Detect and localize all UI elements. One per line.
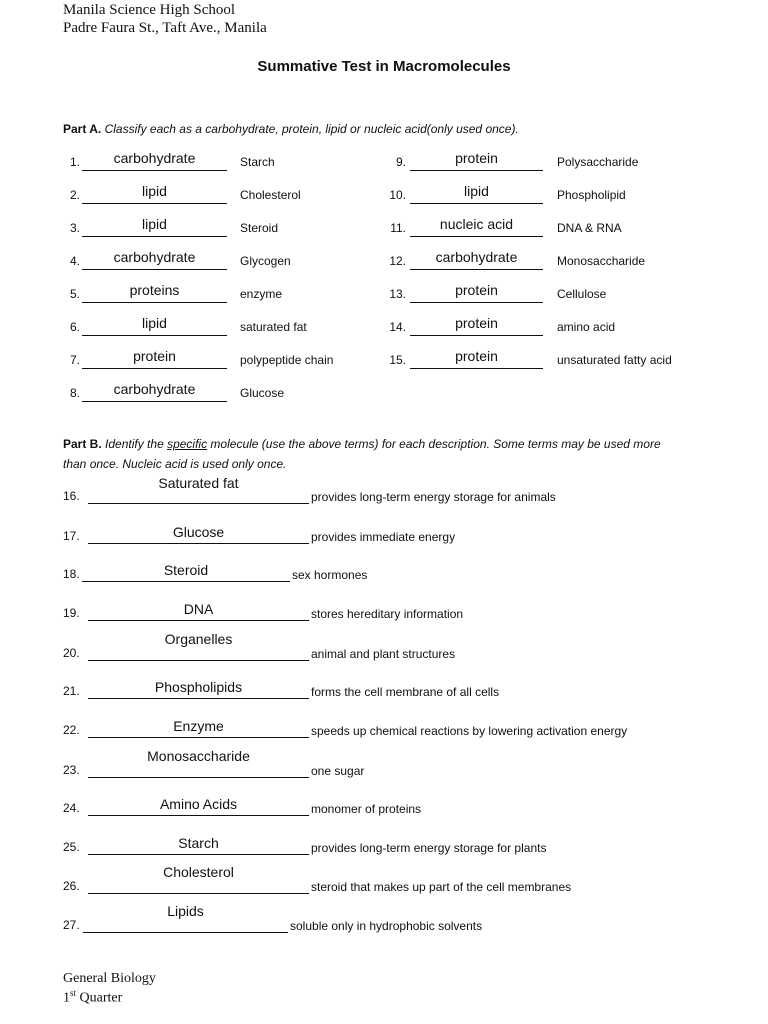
part-a-item-number: 12. xyxy=(389,254,406,268)
part-a-answer: carbohydrate xyxy=(113,249,196,265)
footer-quarter-suffix: st xyxy=(70,988,77,998)
part-b-description: speeds up chemical reactions by lowering activation energy xyxy=(311,724,628,738)
part-b-item-number: 20. xyxy=(63,646,80,660)
part-b-description: steroid that makes up part of the cell membranes xyxy=(311,880,572,894)
part-b-answer-blank[interactable] xyxy=(83,918,288,933)
part-a-answer-blank[interactable] xyxy=(82,249,227,270)
part-b-answer-blank[interactable] xyxy=(88,763,309,778)
part-a-term: amino acid xyxy=(557,320,616,334)
part-b-answer-blank[interactable] xyxy=(88,879,309,894)
part-a-term: Starch xyxy=(240,155,275,169)
part-b-heading-line2 xyxy=(63,457,286,471)
part-b-item-number: 27. xyxy=(63,918,80,932)
part-b-item-number: 25. xyxy=(63,840,80,854)
part-a-answer-blank[interactable] xyxy=(410,249,543,270)
part-a-term: DNA & RNA xyxy=(557,221,622,235)
part-a-answer: protein xyxy=(455,348,498,364)
part-b-description: provides long-term energy storage for plants xyxy=(311,841,547,855)
school-name: Manila Science High School xyxy=(63,2,236,18)
part-b-item-number: 18. xyxy=(63,567,80,581)
part-a-item-number: 11. xyxy=(390,221,406,235)
part-b-instruction-start: Identify the xyxy=(105,437,168,451)
part-a-answer-blank[interactable] xyxy=(410,348,543,369)
part-b-description: provides long-term energy storage for animals xyxy=(311,490,556,504)
footer-quarter-word: Quarter xyxy=(76,990,123,1006)
part-b-item-number: 26. xyxy=(63,879,80,893)
part-b-item-number: 23. xyxy=(63,763,80,777)
part-b-item-number: 24. xyxy=(63,801,80,815)
part-a-answer: carbohydrate xyxy=(113,150,196,166)
part-a-term: Glucose xyxy=(240,386,285,400)
part-b-answer: Saturated fat xyxy=(158,475,239,491)
part-a-answer: protein xyxy=(455,150,498,166)
part-a-term: saturated fat xyxy=(240,320,307,334)
part-a-answer: protein xyxy=(133,348,176,364)
part-a-instruction: Classify each as a carbohydrate, protein, lipid or nucleic acid(only used once). xyxy=(104,122,519,136)
part-a-answer-blank[interactable] xyxy=(410,150,543,171)
part-a-answer-blank[interactable] xyxy=(410,315,543,336)
part-a-answer: lipid xyxy=(142,216,167,232)
part-b-label: Part B. xyxy=(63,437,102,451)
part-a-item-number: 3. xyxy=(69,221,80,235)
part-a-answer-blank[interactable] xyxy=(82,216,227,237)
part-b-answer: Cholesterol xyxy=(163,864,234,880)
part-b-description: forms the cell membrane of all cells xyxy=(311,685,500,699)
footer-quarter xyxy=(63,988,122,1007)
part-b-description: stores hereditary information xyxy=(311,607,464,621)
part-a-answer: nucleic acid xyxy=(439,216,514,232)
part-a-answer-blank[interactable] xyxy=(82,315,227,336)
part-b-item-number: 17. xyxy=(63,529,80,543)
part-b-answer: Steroid xyxy=(163,562,209,578)
part-a-item-number: 8. xyxy=(69,386,80,400)
part-a-term: Monosaccharide xyxy=(557,254,646,268)
part-a-answer-blank[interactable] xyxy=(410,183,543,204)
part-b-description: provides immediate energy xyxy=(311,530,456,544)
part-a-answer: carbohydrate xyxy=(435,249,518,265)
part-a-item-number: 2. xyxy=(69,188,80,202)
part-a-answer: protein xyxy=(455,315,498,331)
part-a-answer-blank[interactable] xyxy=(410,282,543,303)
part-a-answer: lipid xyxy=(142,183,167,199)
part-a-answer: protein xyxy=(455,282,498,298)
part-b-answer: Enzyme xyxy=(173,718,224,734)
part-b-answer: Starch xyxy=(178,835,219,851)
part-b-heading xyxy=(63,437,661,451)
part-a-answer: carbohydrate xyxy=(113,381,196,397)
part-b-item-number: 19. xyxy=(63,606,80,620)
part-a-item-number: 7. xyxy=(69,353,80,367)
part-a-answer: proteins xyxy=(129,282,180,298)
part-a-answer-blank[interactable] xyxy=(410,216,543,237)
part-b-instruction-line2: than once. Nucleic acid is used only once. xyxy=(63,457,287,471)
part-a-answer-blank[interactable] xyxy=(82,348,227,369)
part-a-item-number: 4. xyxy=(69,254,80,268)
part-a-answer-blank[interactable] xyxy=(82,150,227,171)
part-a-item-number: 10. xyxy=(389,188,406,202)
part-b-answer: Lipids xyxy=(167,903,204,919)
part-a-item-number: 6. xyxy=(69,320,80,334)
part-a-term: unsaturated fatty acid xyxy=(557,353,672,367)
part-b-answer-blank[interactable] xyxy=(88,489,309,504)
part-b-answer-blank[interactable] xyxy=(88,646,309,661)
part-b-instruction-specific: specific xyxy=(167,437,208,451)
part-a-term: Phospholipid xyxy=(557,188,626,202)
part-a-answer-blank[interactable] xyxy=(82,183,227,204)
part-a-heading xyxy=(63,122,519,136)
part-b-instruction-rest: molecule (use the above terms) for each description. Some terms may be used more xyxy=(207,437,661,451)
part-b-answer: Organelles xyxy=(164,631,233,647)
part-a-term: enzyme xyxy=(240,287,283,301)
part-b-description: animal and plant structures xyxy=(311,647,456,661)
part-a-item-number: 15. xyxy=(389,353,406,367)
part-b-answer: Phospholipids xyxy=(154,679,243,695)
footer-subject: General Biology xyxy=(63,971,156,986)
school-address: Padre Faura St., Taft Ave., Manila xyxy=(63,20,267,36)
part-a-answer-blank[interactable] xyxy=(82,381,227,402)
part-a-answer: lipid xyxy=(464,183,489,199)
part-b-answer: DNA xyxy=(183,601,214,617)
part-a-item-number: 1. xyxy=(69,155,80,169)
part-a-item-number: 13. xyxy=(389,287,406,301)
part-b-answer: Glucose xyxy=(172,524,225,540)
part-a-term: Polysaccharide xyxy=(557,155,639,169)
part-a-term: Steroid xyxy=(240,221,279,235)
part-b-description: monomer of proteins xyxy=(311,802,422,816)
part-b-item-number: 16. xyxy=(63,489,80,503)
part-b-description: sex hormones xyxy=(292,568,368,582)
part-a-term: polypeptide chain xyxy=(240,353,334,367)
part-b-description: one sugar xyxy=(311,764,365,778)
part-a-term: Cholesterol xyxy=(240,188,301,202)
part-b-description: soluble only in hydrophobic solvents xyxy=(290,919,483,933)
page-title: Summative Test in Macromolecules xyxy=(257,58,511,75)
part-a-answer-blank[interactable] xyxy=(82,282,227,303)
part-b-answer: Monosaccharide xyxy=(147,748,250,764)
part-a-term: Glycogen xyxy=(240,254,291,268)
part-a-item-number: 14. xyxy=(389,320,406,334)
part-b-item-number: 22. xyxy=(63,723,80,737)
part-a-item-number: 5. xyxy=(69,287,80,301)
part-a-answer: lipid xyxy=(142,315,167,331)
part-a-term: Cellulose xyxy=(557,287,607,301)
part-a-label: Part A. xyxy=(63,122,102,136)
part-b-item-number: 21. xyxy=(63,684,80,698)
part-a-item-number: 9. xyxy=(395,155,406,169)
part-b-answer: Amino Acids xyxy=(159,796,238,812)
footer-quarter-number: 1 xyxy=(63,990,70,1006)
